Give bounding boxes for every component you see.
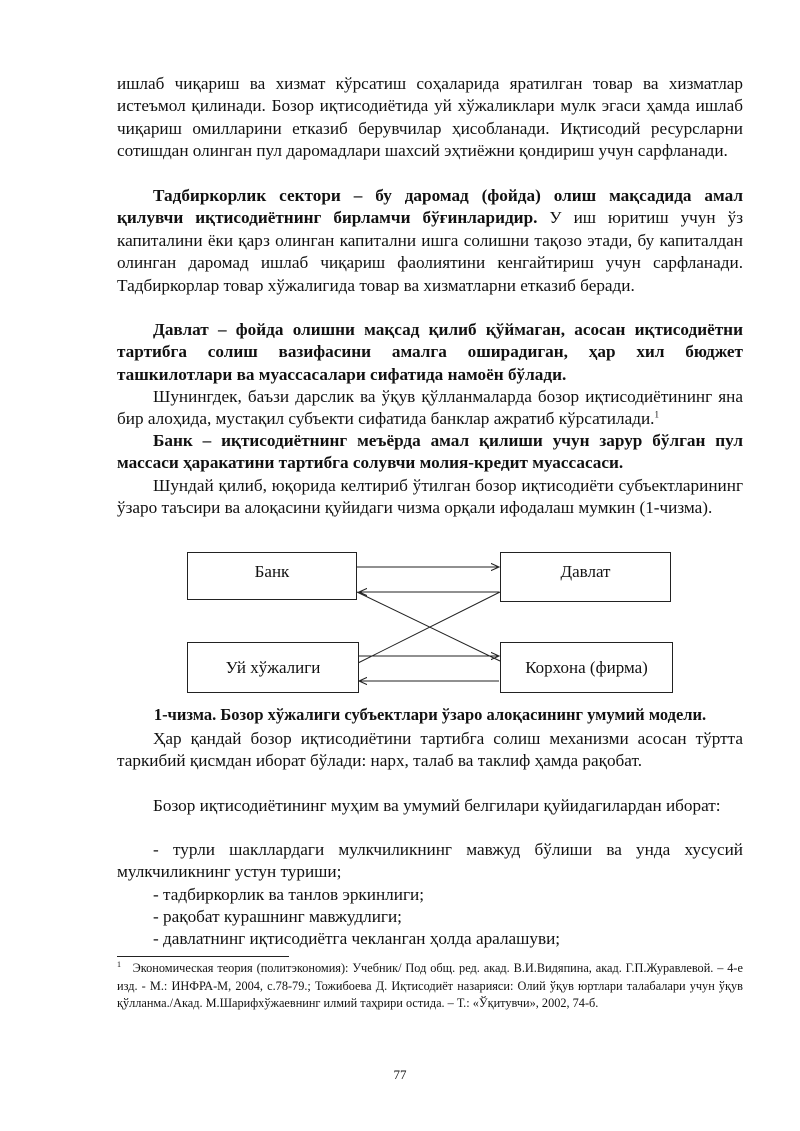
footnote	[117, 960, 743, 1013]
node-state	[500, 552, 671, 602]
list-item-3: - рақобат курашнинг мавжудлиги;	[153, 907, 402, 926]
list-item-1: - турли шакллардаги мулкчиликнинг мавжуд бўлиши ва унда хусусий мулкчиликнинг устун туриши;	[117, 840, 743, 882]
paragraph-bank: Банк – иқтисодиётнинг меъёрда амал қилиши учун зарур бўлган пул массаси ҳаракатини тартибга солувчи молия-кредит муассасаси.	[117, 431, 743, 473]
list-item-4: - давлатнинг иқтисодиётга чекланган ҳолда аралашуви;	[153, 929, 561, 948]
paragraph-diagram-intro: Шундай қилиб, юқорида келтириб ўтилган бозор иқтисодиёти субъектларининг ўзаро таъсири ва алоқасини қуйидаги чизма орқали ифодалаш мумкин (1-чизма).	[117, 476, 743, 518]
node-firm	[500, 642, 673, 693]
figure-caption: 1-чизма. Бозор хўжалиги субъектлари ўзаро алоқасининг умумий модели.	[153, 705, 707, 724]
paragraph-households: ишлаб чиқариш ва хизмат кўрсатиш соҳаларида яратилган товар ва хизматлар истеъмол қилинади. Бозор иқтисодиётида уй хўжаликлари мулк эгаси ҳамда ишлаб чиқариш омилларини етказиб берувчилар ҳисобланади. Иқтисодий ресурсларни сотишдан олинган пул даромадлари шахсий эҳтиёжни қондириш учун сарфланади.	[117, 74, 743, 161]
paragraph-mechanism: Ҳар қандай бозор иқтисодиётини тартибга солиш механизми асосан тўртта таркибий қисмдан иборат бўлади: нарх, талаб ва таклиф ҳамда рақобат.	[117, 729, 743, 771]
node-household-label: Уй хўжалиги	[225, 657, 321, 677]
footnote-mark: 1	[117, 959, 121, 969]
footnote-ref: 1	[654, 409, 659, 420]
node-bank	[187, 552, 357, 600]
entrepreneurship-text: У иш юритиш учун ўз капиталини ёки қарз олинган капитални ишга солишни тақозо этади, бу капиталдан олинган даромад ишлаб чиқариш фаолиятини кенгайтириш учун сарфланади. Тадбиркорлар товар хўжалигида товар ва хизматларни етказиб беради.	[117, 208, 743, 295]
node-household	[187, 642, 359, 693]
banks-note-text: Шунингдек, баъзи дарслик ва ўқув қўлланмаларда бозор иқтисодиётининг яна бир алоҳида, мустақил субъекти сифатида банклар ажратиб кўрсатилади.	[117, 387, 743, 429]
entrepreneurship-definition: Тадбиркорлик сектори – бу даромад (фойда) олиш мақсадида амал қилувчи иқтисодиётнинг бирламчи бўғинларидир.	[117, 186, 743, 228]
node-bank-label: Банк	[254, 562, 290, 581]
node-firm-label: Корхона (фирма)	[525, 657, 648, 677]
page-number: 77	[393, 1067, 407, 1082]
paragraph-state: Давлат – фойда олишни мақсад қилиб қўймаган, асосан иқтисодиётни тартибга солиш вазифасини амалга оширадиган, ҳар хил бюджет ташкилотлари ва муассасалари сифатида намоён бўлади.	[117, 320, 743, 384]
paragraph-features-intro: Бозор иқтисодиётининг муҳим ва умумий белгилари қуйидагилардан иборат:	[153, 796, 721, 815]
footnote-text: Экономическая теория (политэкономия): Учебник/ Под общ. ред. акад. В.И.Видяпина, акад. Г.П.Журавлевой. – 4-е изд. - М.: ИНФРА-М, 2004, с.78-79.; Тожибоева Д. Иқтисодиёт назарияси: Олий ўқув юртлари талабалари учун ўқув қўлланма./Акад. М.Шарифхўжаевнинг илмий таҳрири остида. – Т.: «Ўқитувчи», 2002, 74-б.	[117, 961, 743, 1010]
footnote-separator	[117, 956, 289, 957]
node-state-label: Давлат	[560, 562, 611, 581]
list-item-2: - тадбиркорлик ва танлов эркинлиги;	[153, 885, 424, 904]
